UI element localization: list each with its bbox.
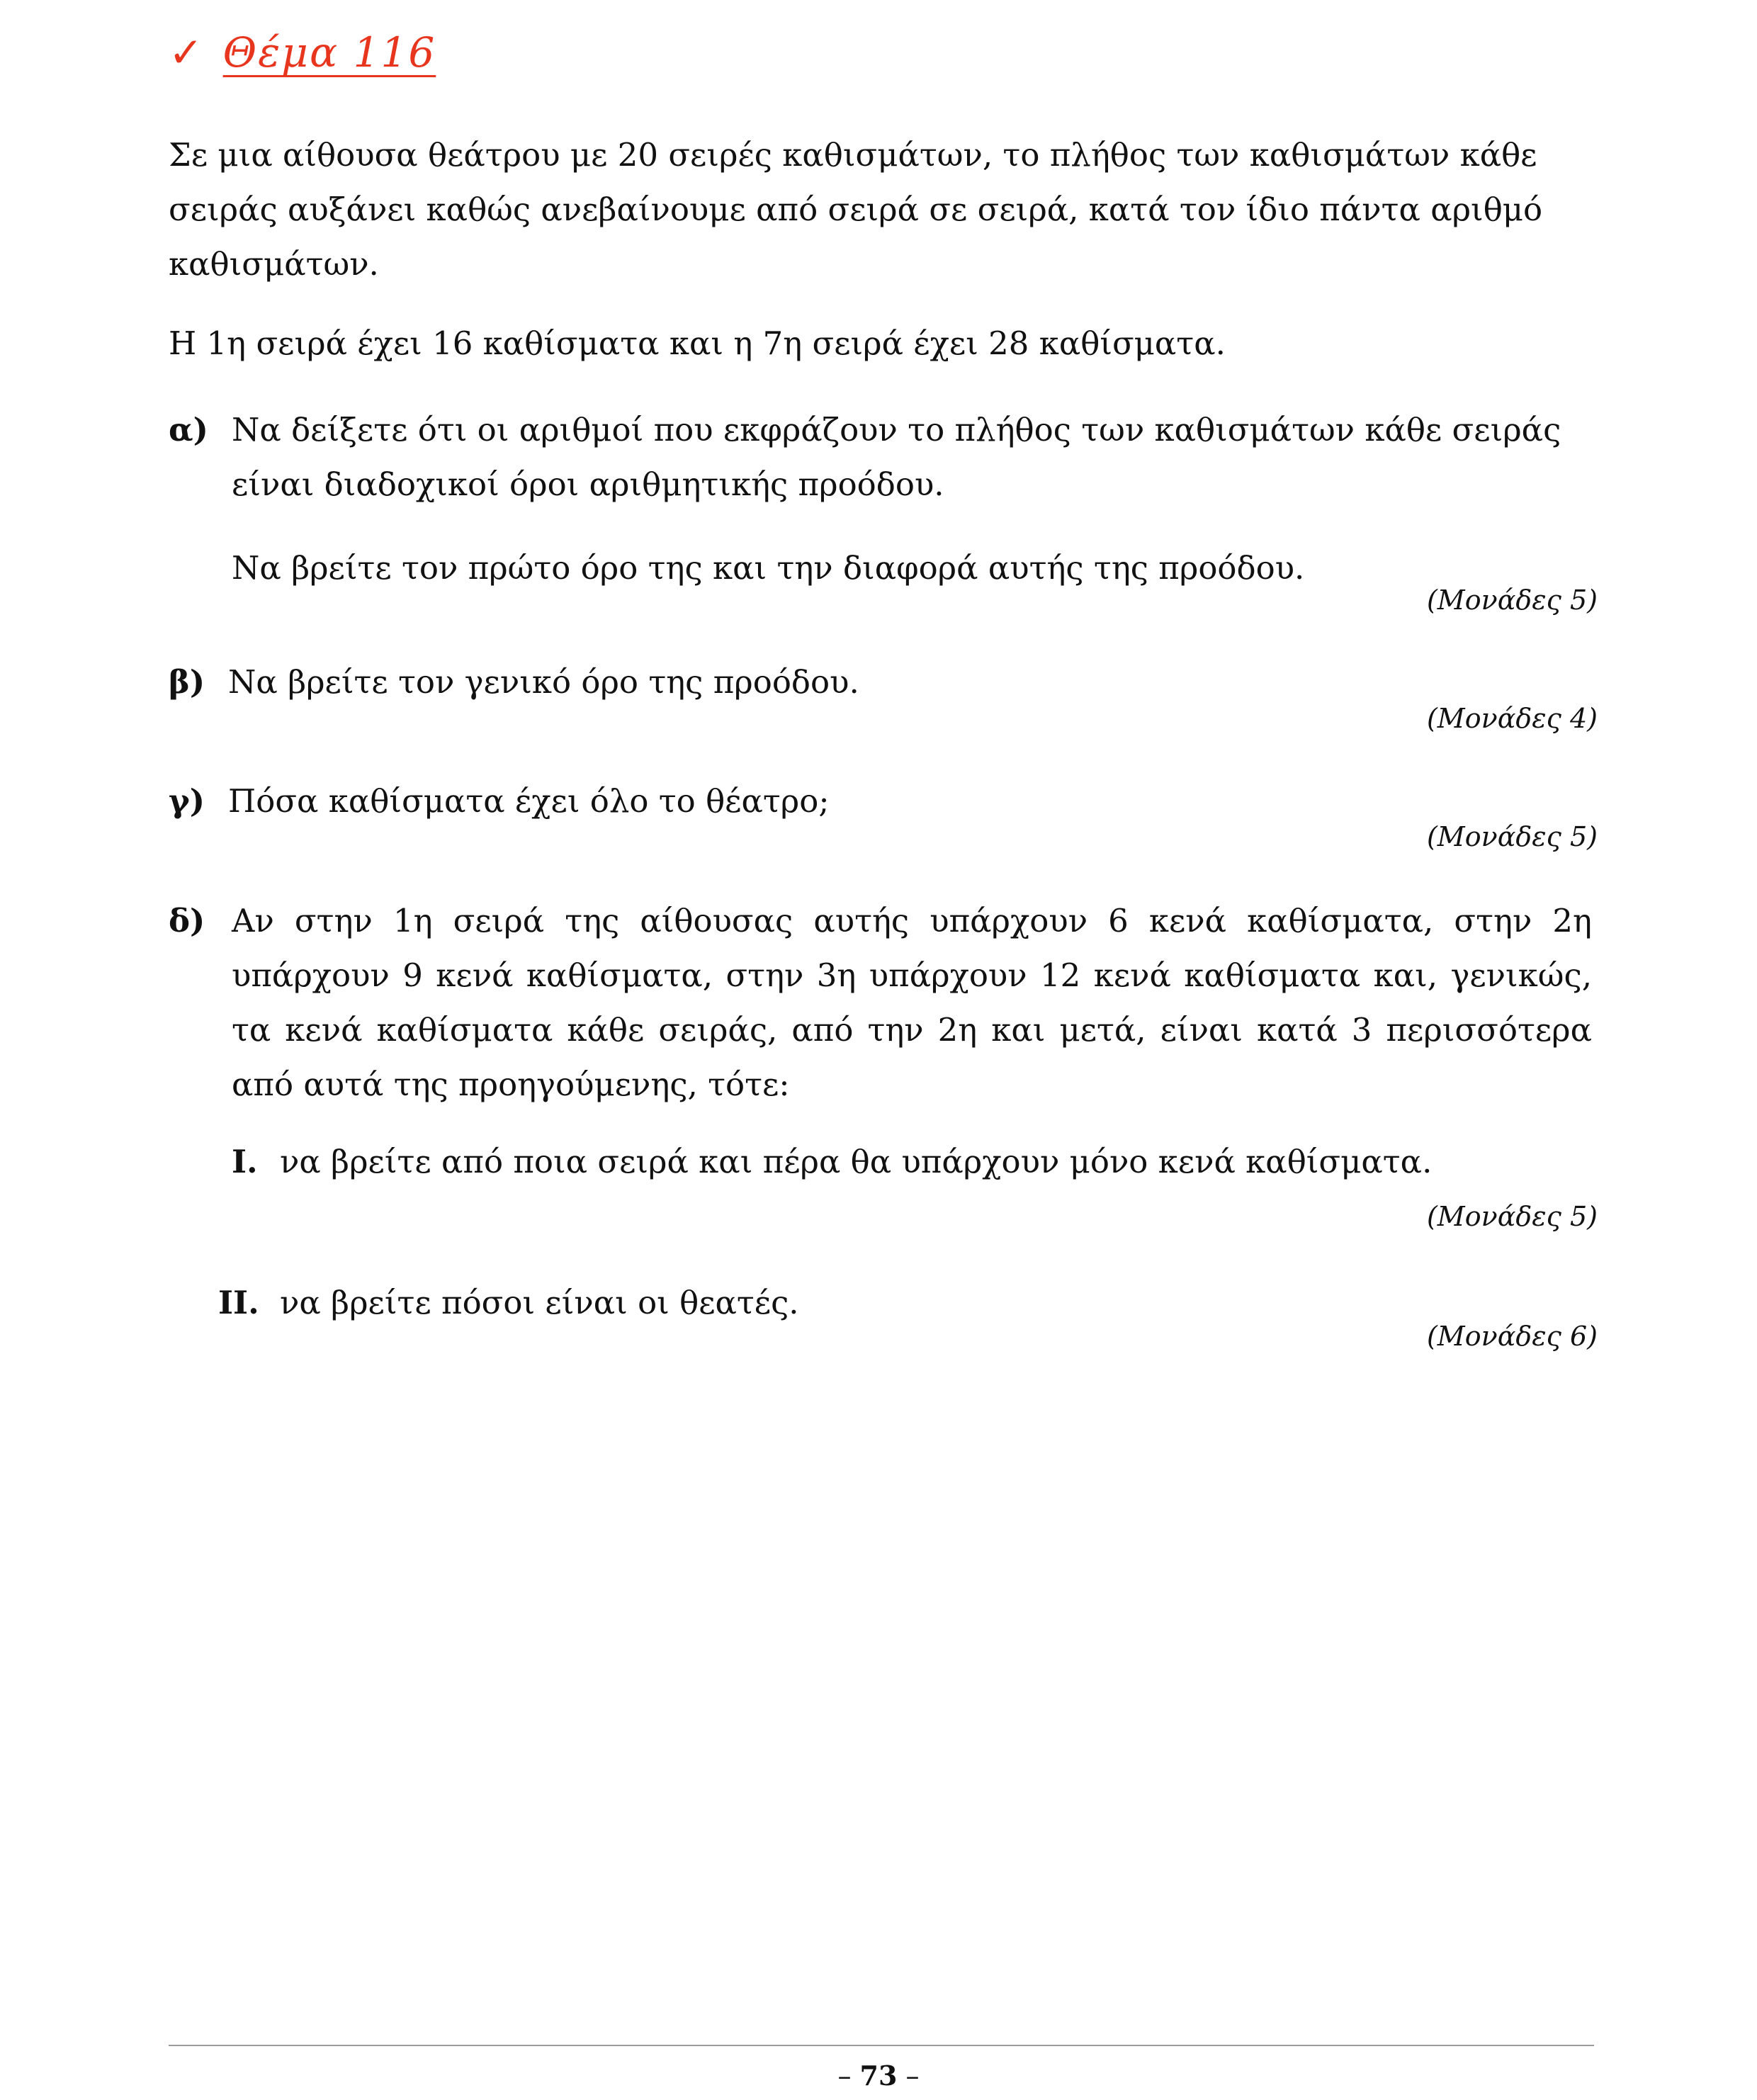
part-a-label: α)	[169, 411, 208, 448]
topic-header	[169, 28, 436, 77]
part-d-text: Αν στην 1η σειρά της αίθουσας αυτής υπάρχουν 6 κενά καθίσματα, στην 2η υπάρχουν 9 κενά καθίσματα, στην 3η υπάρχουν 12 κενά καθίσματα και, γενικώς, τα κενά καθίσματα κάθε σειράς, από την 2η και μετά, είναι κατά 3 περισσότερα από αυτά της προηγούμενης, τότε:	[232, 902, 1592, 1103]
problem-intro: Σε μια αίθουσα θεάτρου με 20 σειρές καθισμάτων, το πλήθος των καθισμάτων κάθε σειράς αυξάνει καθώς ανεβαίνουμε από σειρά σε σειρά, κατά τον ίδιο πάντα αριθμό καθισμάτων.	[169, 136, 1543, 283]
part-d-sub1-marks: (Μονάδες 5)	[1426, 1201, 1598, 1232]
part-b-label: β)	[169, 663, 205, 701]
topic-title: Θέμα 116	[222, 28, 436, 77]
footer-divider	[169, 2045, 1594, 2046]
part-b-marks: (Μονάδες 4)	[1426, 703, 1598, 734]
part-c-label: γ)	[169, 782, 205, 820]
part-d-label: δ)	[169, 902, 205, 939]
page-number-dash-left: –	[837, 2060, 852, 2091]
part-a-text-2: Να βρείτε τον πρώτο όρο της και την διαφορά αυτής της προόδου.	[232, 549, 1305, 587]
check-mark-icon: ✓	[169, 28, 203, 77]
page-number	[0, 2058, 1757, 2094]
part-d-sub2-text: να βρείτε πόσοι είναι οι θεατές.	[280, 1284, 799, 1321]
part-d-sub2-label: II.	[218, 1284, 259, 1321]
page-number-value: 73	[859, 2060, 898, 2091]
problem-given: Η 1η σειρά έχει 16 καθίσματα και η 7η σειρά έχει 28 καθίσματα.	[169, 324, 1226, 362]
part-a-marks: (Μονάδες 5)	[1426, 585, 1598, 616]
part-a-text: Να δείξετε ότι οι αριθμοί που εκφράζουν το πλήθος των καθισμάτων κάθε σειράς είναι διαδοχικοί όροι αριθμητικής προόδου.	[232, 411, 1561, 503]
part-c-text: Πόσα καθίσματα έχει όλο το θέατρο;	[228, 782, 830, 820]
part-c-marks: (Μονάδες 5)	[1426, 821, 1598, 852]
part-d-sub1-text: να βρείτε από ποια σειρά και πέρα θα υπάρχουν μόνο κενά καθίσματα.	[280, 1143, 1433, 1180]
part-b-text: Να βρείτε τον γενικό όρο της προόδου.	[228, 663, 859, 701]
part-d-sub1-label: I.	[232, 1143, 258, 1180]
page-number-dash-right: –	[905, 2060, 920, 2091]
part-d-sub2-marks: (Μονάδες 6)	[1426, 1321, 1598, 1352]
